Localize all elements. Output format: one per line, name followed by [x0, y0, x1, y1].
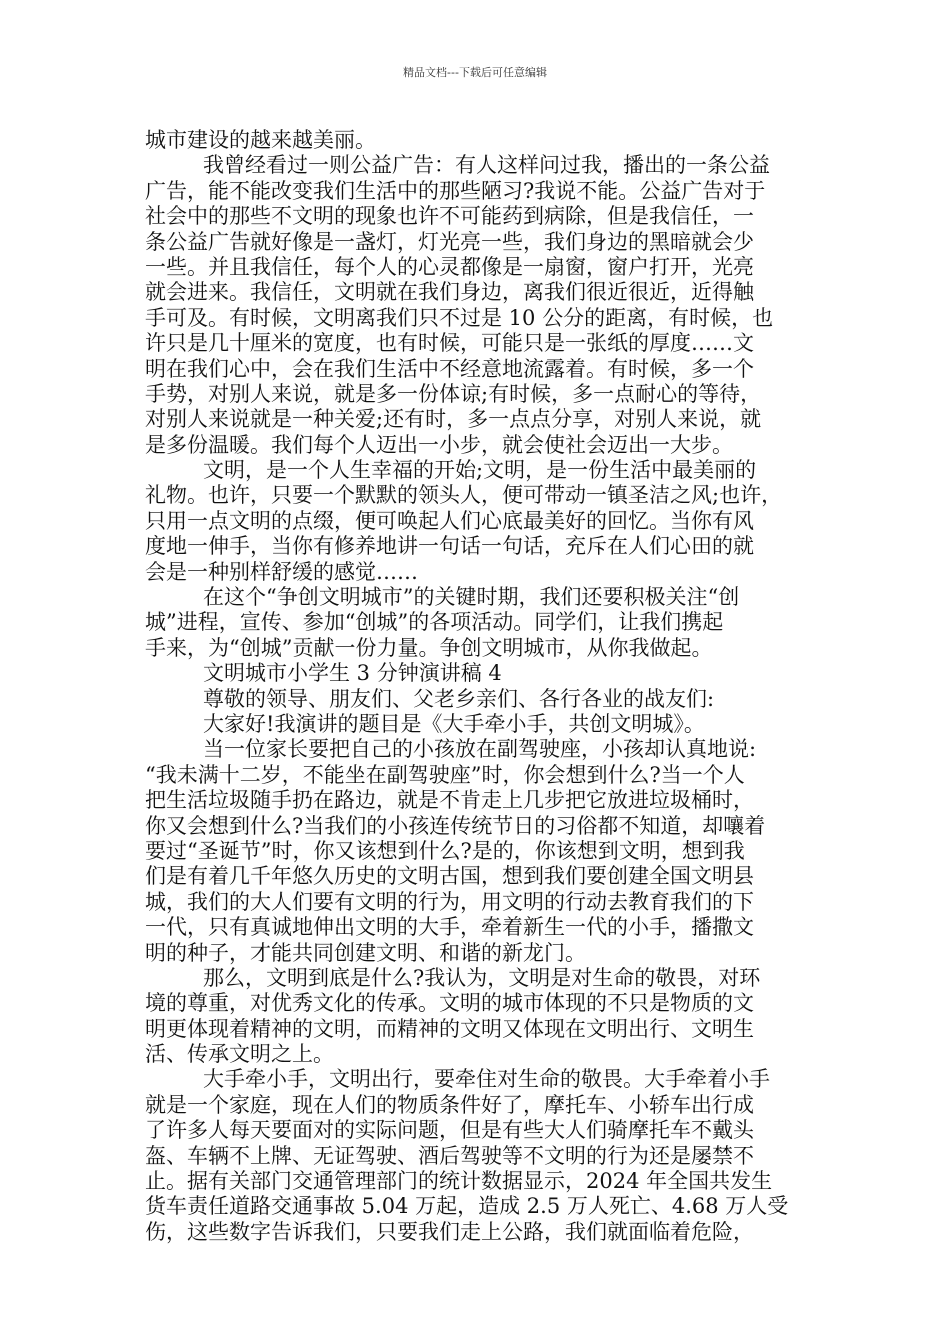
text-line: 城，我们的大人们要有文明的行为，用文明的行动去教育我们的下: [145, 889, 754, 914]
text-line: 对别人来说就是一种关爱;还有时，多一点点分享，对别人来说，就: [145, 407, 762, 432]
text-line: 手可及。有时候，文明离我们只不过是 10 公分的距离，有时候，也: [145, 305, 774, 330]
text-line: 伤，这些数字告诉我们，只要我们走上公路，我们就面临着危险，: [145, 1219, 754, 1244]
text-line: 是多份温暖。我们每个人迈出一小步，就会使社会迈出一大步。: [145, 432, 733, 457]
text-line: 们是有着几千年悠久历史的文明古国，想到我们要创建全国文明县: [145, 864, 754, 889]
text-line: 就是一个家庭，现在人们的物质条件好了，摩托车、小轿车出行成: [145, 1092, 754, 1117]
text-line: 礼物。也许，只要一个默默的领头人，便可带动一镇圣洁之风;也许，: [145, 483, 783, 508]
text-line: 大家好!我演讲的题目是《大手牵小手，共创文明城》。: [203, 711, 705, 736]
text-line: 你又会想到什么?当我们的小孩连传统节日的习俗都不知道，却嚷着: [145, 813, 766, 838]
text-line: 货车责任道路交通事故 5.04 万起，造成 2.5 万人死亡、4.68 万人受: [145, 1194, 789, 1219]
text-line: 大手牵小手，文明出行，要牵住对生命的敬畏。大手牵着小手: [203, 1067, 770, 1092]
text-line: 会是一种别样舒缓的感觉……: [145, 559, 418, 584]
page-header: 精品文档---下载后可任意编辑: [403, 66, 547, 79]
text-line: 活、传承文明之上。: [145, 1042, 334, 1067]
document-body: [145, 128, 809, 1245]
text-line: “我未满十二岁，不能坐在副驾驶座”时，你会想到什么?当一个人: [145, 762, 745, 787]
text-line: 社会中的那些不文明的现象也许不可能药到病除，但是我信任，一: [145, 204, 754, 229]
text-line: 明更体现着精神的文明，而精神的文明又体现在文明出行、文明生: [145, 1016, 754, 1041]
text-line: 城”进程，宣传、参加“创城”的各项活动。同学们，让我们携起: [145, 610, 724, 635]
text-line: 一代，只有真诚地伸出文明的大手，牵着新生一代的小手，播撒文: [145, 915, 754, 940]
text-line: 在这个“争创文明城市”的关键时期，我们还要积极关注“创: [203, 585, 740, 610]
text-line: 明的种子，才能共同创建文明、和谐的新龙门。: [145, 940, 586, 965]
text-line: 把生活垃圾随手扔在路边，就是不肯走上几步把它放进垃圾桶时，: [145, 788, 754, 813]
text-line: 手来，为“创城”贡献一份力量。争创文明城市，从你我做起。: [145, 635, 713, 660]
text-line: 度地一伸手，当你有修养地讲一句话一句话，充斥在人们心田的就: [145, 534, 754, 559]
text-line: 境的尊重，对优秀文化的传承。文明的城市体现的不只是物质的文: [145, 991, 754, 1016]
text-line: 那么，文明到底是什么?我认为，文明是对生命的敬畏，对环: [203, 965, 761, 990]
text-line: 城市建设的越来越美丽。: [145, 128, 376, 152]
text-line: 文明，是一个人生幸福的开始;文明，是一份生活中最美丽的: [203, 458, 757, 483]
text-line: 我曾经看过一则公益广告：有人这样问过我，播出的一条公益: [203, 153, 770, 178]
text-line: 条公益广告就好像是一盏灯，灯光亮一些，我们身边的黑暗就会少: [145, 229, 754, 254]
text-line: 要过“圣诞节”时，你又该想到什么?是的，你该想到文明，想到我: [145, 838, 745, 863]
text-line: 就会进来。我信任，文明就在我们身边，离我们很近很近，近得触: [145, 280, 754, 305]
text-line: 许只是几十厘米的宽度，也有时候，可能只是一张纸的厚度……文: [145, 331, 754, 356]
text-line: 当一位家长要把自己的小孩放在副驾驶座，小孩却认真地说:: [203, 737, 757, 762]
text-line: 盔、车辆不上牌、无证驾驶、酒后驾驶等不文明的行为还是屡禁不: [145, 1143, 754, 1168]
text-line: 明在我们心中，会在我们生活中不经意地流露着。有时候，多一个: [145, 356, 754, 381]
text-line: 了许多人每天要面对的实际问题，但是有些大人们骑摩托车不戴头: [145, 1118, 754, 1143]
text-line: 一些。并且我信任，每个人的心灵都像是一扇窗，窗户打开，光亮: [145, 254, 754, 279]
text-line: 只用一点文明的点缀，便可唤起人们心底最美好的回忆。当你有风: [145, 508, 754, 533]
text-line: 止。据有关部门交通管理部门的统计数据显示，2024 年全国共发生: [145, 1169, 773, 1194]
text-line: 广告，能不能改变我们生活中的那些陋习?我说不能。公益广告对于: [145, 178, 766, 203]
text-line: 尊敬的领导、朋友们、父老乡亲们、各行各业的战友们:: [203, 686, 715, 711]
text-line: 手势，对别人来说，就是多一份体谅;有时候，多一点耐心的等待，: [145, 381, 762, 406]
text-line: 文明城市小学生 3 分钟演讲稿 4: [203, 661, 502, 686]
